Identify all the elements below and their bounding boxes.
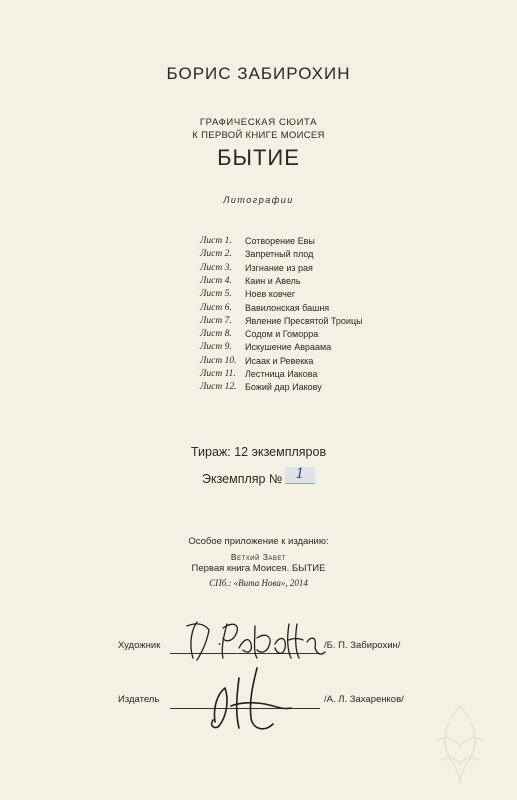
sheet-title: Изгнание из рая (245, 262, 313, 273)
sheet-title: Божий дар Иакову (245, 382, 322, 393)
copy-number-label: Экземпляр № (202, 472, 283, 486)
publisher-signature (195, 660, 305, 740)
sheet-title: Лестница Иакова (245, 369, 318, 379)
copy-number-value: 1 (295, 466, 305, 482)
sheet-number: Лист 6. (200, 302, 232, 313)
appendix-testament: Ветхий Завет (230, 552, 287, 562)
sheet-number: Лист 12. (200, 382, 237, 393)
publisher-role-label: Издатель (118, 694, 160, 705)
artist-role-label: Художник (118, 640, 161, 651)
technique-label: Литографии (223, 195, 294, 205)
copy-number-field (285, 467, 315, 484)
artist-printed-name: /Б. П. Забирохин/ (324, 640, 401, 651)
subtitle-line-2: К ПЕРВОЙ КНИГЕ МОИСЕЯ (192, 130, 325, 141)
sheet-number: Лист 5. (200, 289, 232, 300)
edition-size: Тираж: 12 экземпляров (190, 445, 327, 459)
embossed-seal (420, 700, 500, 790)
sheet-title: Содом и Гоморра (245, 329, 319, 340)
sheet-number: Лист 3. (200, 262, 232, 273)
appendix-book: Первая книга Моисея. БЫТИЕ (191, 563, 326, 574)
sheet-number: Лист 7. (200, 315, 232, 326)
sheet-title: Сотворение Евы (245, 236, 315, 246)
sheet-number: Лист 1. (200, 236, 232, 246)
sheet-title: Ноев ковчег (245, 289, 296, 300)
sheet-title: Явление Пресвятой Троицы (245, 315, 363, 326)
sheet-number: Лист 2. (200, 249, 232, 260)
subtitle-line-1: ГРАФИЧЕСКАЯ СЮИТА (199, 117, 318, 128)
sheet-title: Искушение Авраама (245, 342, 332, 353)
sheet-title: Запретный плод (245, 249, 314, 260)
sheet-number: Лист 11. (200, 369, 236, 379)
sheet-title: Вавилонская башня (245, 302, 330, 313)
sheet-number: Лист 4. (200, 275, 232, 286)
sheet-number: Лист 8. (200, 329, 232, 340)
sheet-number: Лист 10. (200, 355, 237, 366)
author-name: БОРИС ЗАБИРОХИН (166, 64, 351, 83)
sheet-number: Лист 9. (200, 342, 232, 353)
artist-signature (175, 608, 335, 668)
sheet-title: Исаак и Ревекка (245, 355, 314, 366)
work-title: БЫТИЕ (217, 145, 300, 170)
publisher-printed-name: /А. Л. Захаренков/ (324, 694, 404, 705)
appendix-imprint: СПб.: «Вита Нова», 2014 (209, 578, 308, 588)
sheet-title: Каин и Авель (245, 275, 301, 286)
appendix-heading: Особое приложение к изданию: (188, 536, 329, 547)
